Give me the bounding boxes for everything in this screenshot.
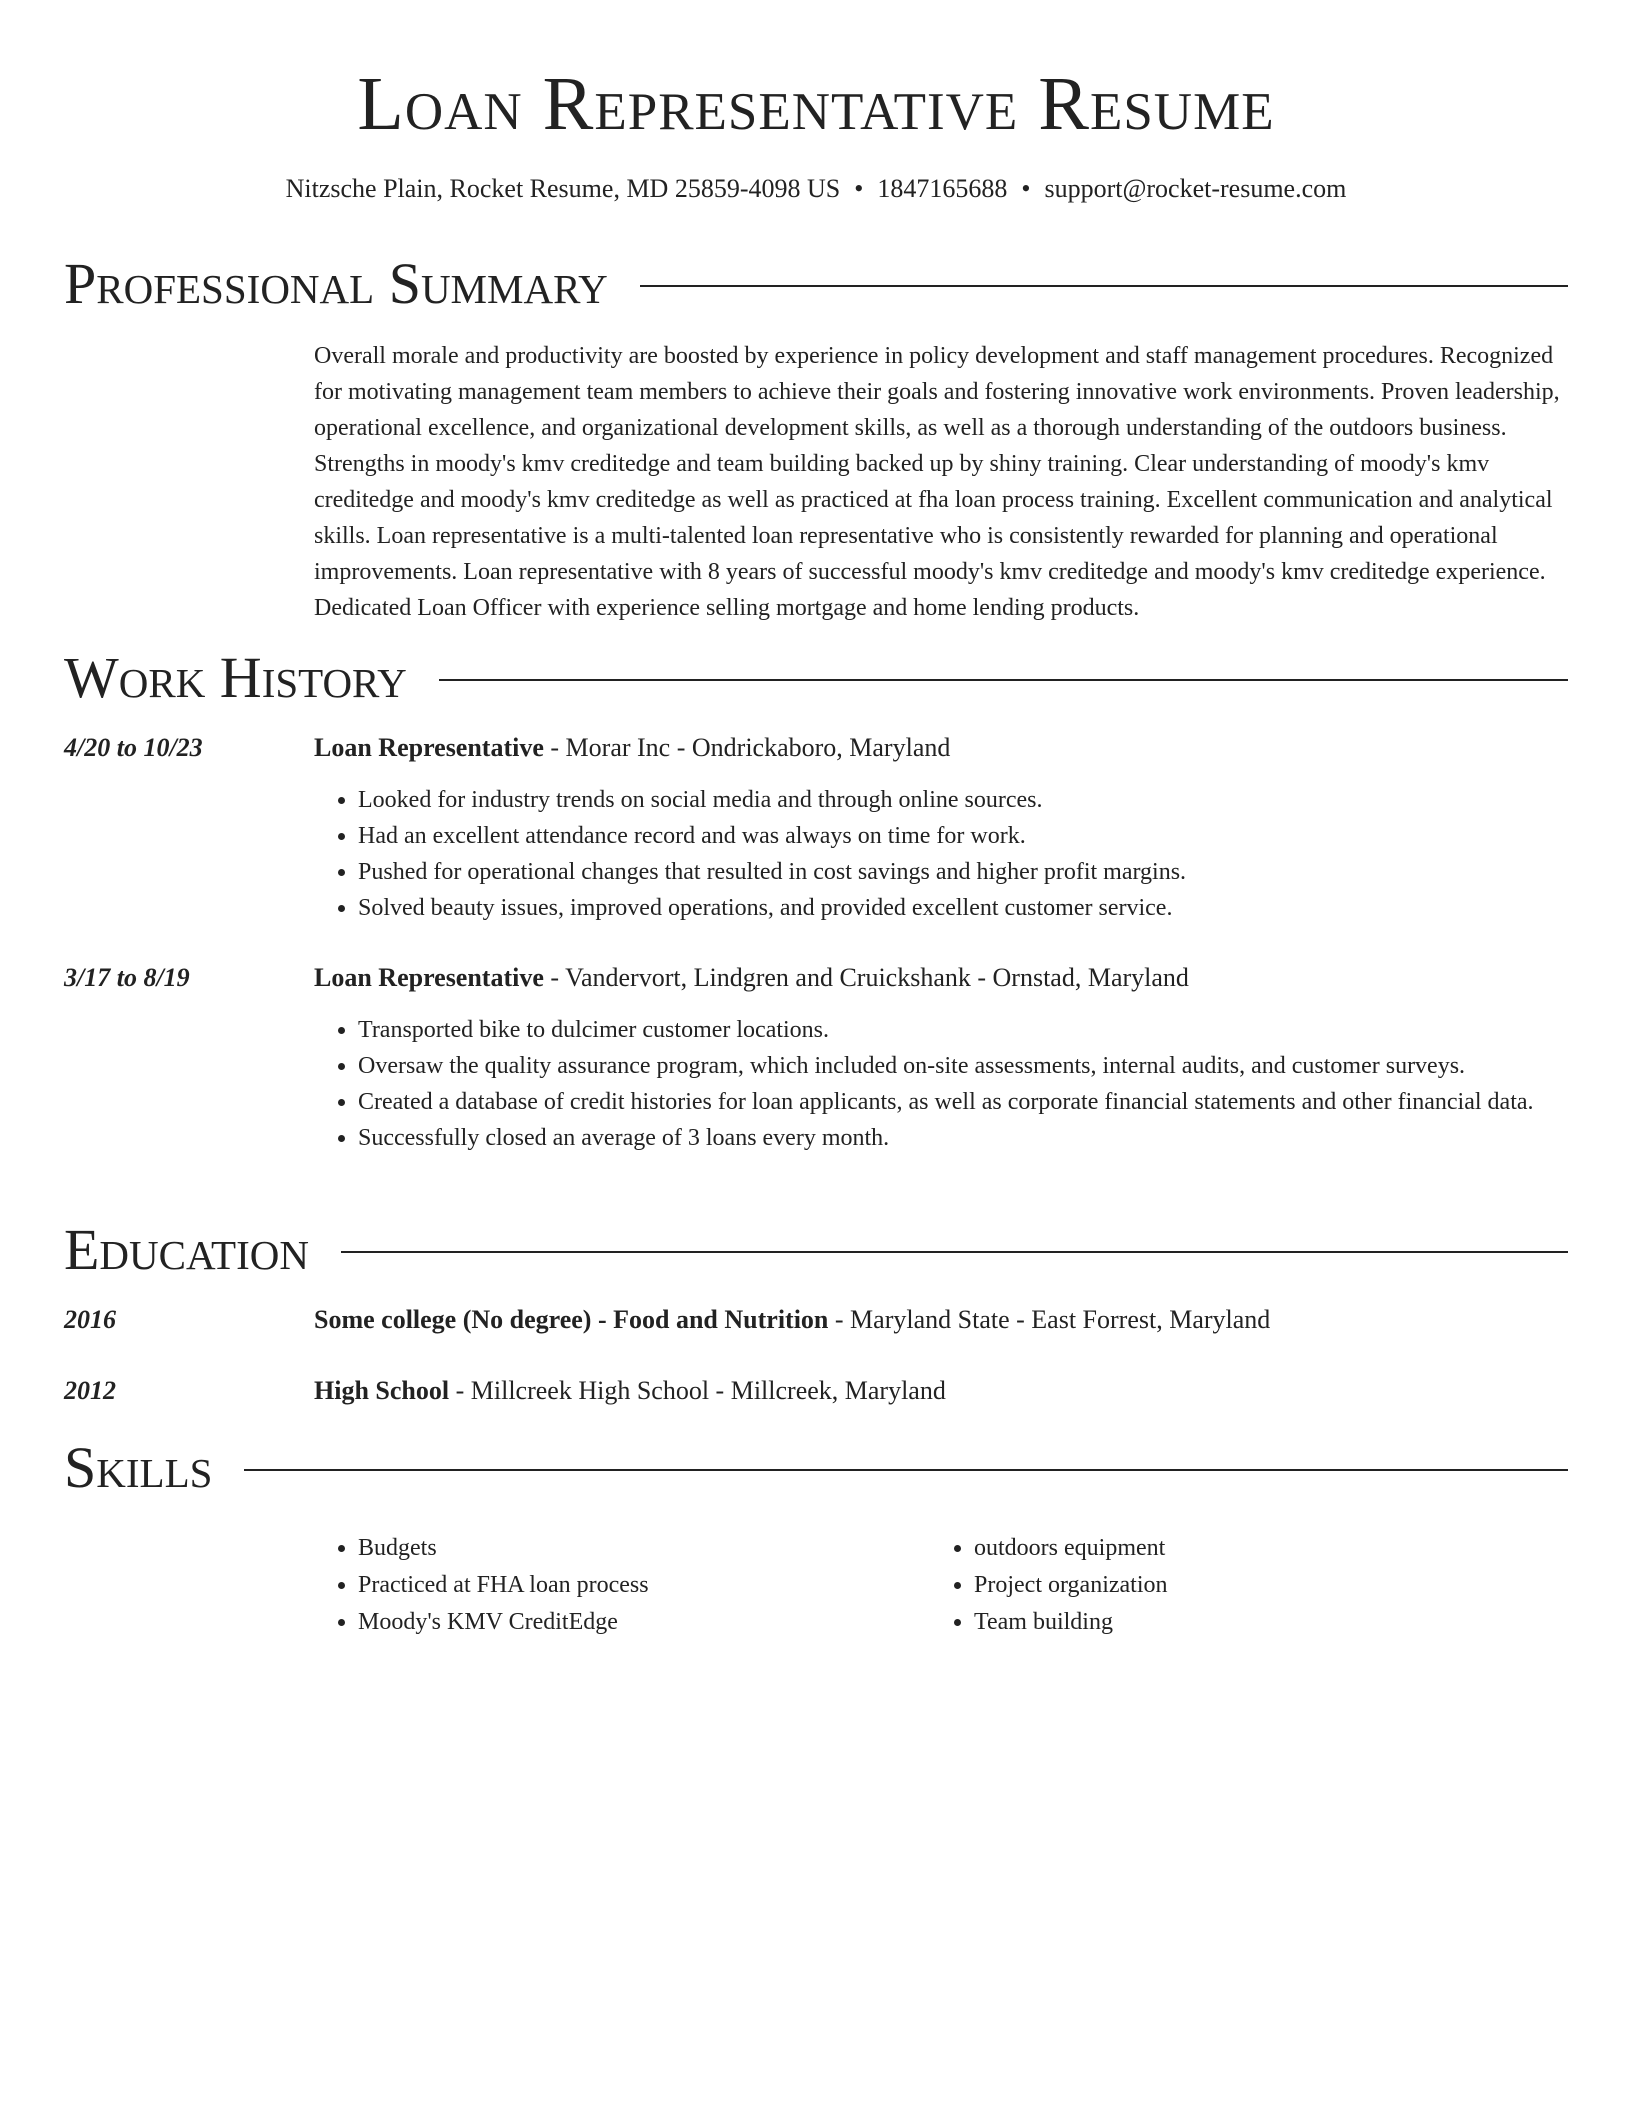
work-bullet: • Pushed for operational changes that resulted in cost savings and higher profit margins. — [358, 854, 1568, 890]
contact-phone: 1847165688 — [877, 174, 1008, 203]
job-details: - Vandervort, Lindgren and Cruickshank - Ornstad, Maryland — [543, 963, 1189, 992]
skill-item: • Practiced at FHA loan process — [358, 1567, 930, 1604]
education-heading-line — [314, 1373, 1568, 1409]
work-bullet: • Created a database of credit histories for loan applicants, as well as corporate financial statements and other financial data. — [358, 1084, 1568, 1120]
section-divider — [341, 1251, 1568, 1253]
degree-title: Some college (No degree) - Food and Nutrition — [314, 1305, 829, 1334]
degree-title: High School — [314, 1376, 450, 1405]
contact-email: support@rocket-resume.com — [1044, 174, 1347, 203]
work-heading: Work History — [64, 645, 407, 710]
work-bullet: • Solved beauty issues, improved operations, and provided excellent customer service. — [358, 890, 1568, 926]
skill-item: • Budgets — [358, 1530, 930, 1567]
skills-list — [314, 1530, 1568, 1641]
skills-column-right — [930, 1530, 1546, 1641]
skill-item: • Moody's KMV CreditEdge — [358, 1604, 930, 1641]
job-title: Loan Representative — [314, 733, 544, 762]
education-entry — [64, 1302, 1568, 1338]
summary-text: Overall morale and productivity are boosted by experience in policy development and staff management procedures. Recognized for motivating management team members to achieve their goals and fostering innovative work environments. Proven leadership, operational excellence, and organizational development skills, as well as a thorough understanding of the outdoors business. Strengths in moody's kmv creditedge and team building backed up by shiny training. Clear understanding of moody's kmv creditedge and moody's kmv creditedge as well as practiced at fha loan process training. Excellent communication and analytical skills. Loan representative is a multi-talented loan representative who is consistently rewarded for planning and operational improvements. Loan representative with 8 years of successful moody's kmv creditedge and moody's kmv creditedge experience. Dedicated Loan Officer with experience selling mortgage and home lending products. — [314, 343, 1560, 621]
contact-line — [0, 174, 1632, 204]
work-bullet: • Had an excellent attendance record and was always on time for work. — [358, 818, 1568, 854]
work-bullet: • Successfully closed an average of 3 loans every month. — [358, 1120, 1568, 1156]
skills-heading: Skills — [64, 1435, 213, 1500]
work-bullets — [314, 782, 1568, 926]
education-heading: Education — [64, 1217, 309, 1282]
education-details: - Millcreek High School - Millcreek, Maryland — [449, 1376, 946, 1405]
work-dates: 4/20 to 10/23 — [64, 733, 203, 762]
contact-address: Nitzsche Plain, Rocket Resume, MD 25859-4098 US — [285, 174, 841, 203]
skill-item: • outdoors equipment — [974, 1530, 1546, 1567]
summary-section-header — [64, 252, 1568, 316]
work-section-header — [64, 646, 1568, 710]
work-bullets — [314, 1012, 1568, 1156]
education-entry — [64, 1373, 1568, 1409]
work-bullet: • Oversaw the quality assurance program, which included on-site assessments, internal audits, and customer surveys. — [358, 1048, 1568, 1084]
education-details: - Maryland State - East Forrest, Maryland — [828, 1305, 1271, 1334]
work-entry — [64, 960, 1568, 1156]
work-bullet: • Transported bike to dulcimer customer locations. — [358, 1012, 1568, 1048]
contact-separator: • — [854, 174, 864, 203]
work-bullet: • Looked for industry trends on social media and through online sources. — [358, 782, 1568, 818]
work-dates: 3/17 to 8/19 — [64, 963, 190, 992]
job-details: - Morar Inc - Ondrickaboro, Maryland — [543, 733, 951, 762]
skill-item: • Team building — [974, 1604, 1546, 1641]
section-divider — [640, 285, 1568, 287]
section-divider — [439, 679, 1568, 681]
education-section-header — [64, 1218, 1568, 1282]
work-heading-line — [314, 730, 1568, 766]
education-year: 2016 — [64, 1305, 116, 1334]
work-heading-line — [314, 960, 1568, 996]
education-year: 2012 — [64, 1376, 116, 1405]
resume-title: Loan Representative Resume — [357, 62, 1275, 146]
skills-column-left — [314, 1530, 930, 1641]
section-divider — [244, 1469, 1568, 1471]
summary-heading: Professional Summary — [64, 251, 608, 316]
skill-item: • Project organization — [974, 1567, 1546, 1604]
contact-separator: • — [1021, 174, 1031, 203]
job-title: Loan Representative — [314, 963, 544, 992]
skills-section-header — [64, 1436, 1568, 1500]
education-heading-line — [314, 1302, 1568, 1338]
work-entry — [64, 730, 1568, 926]
